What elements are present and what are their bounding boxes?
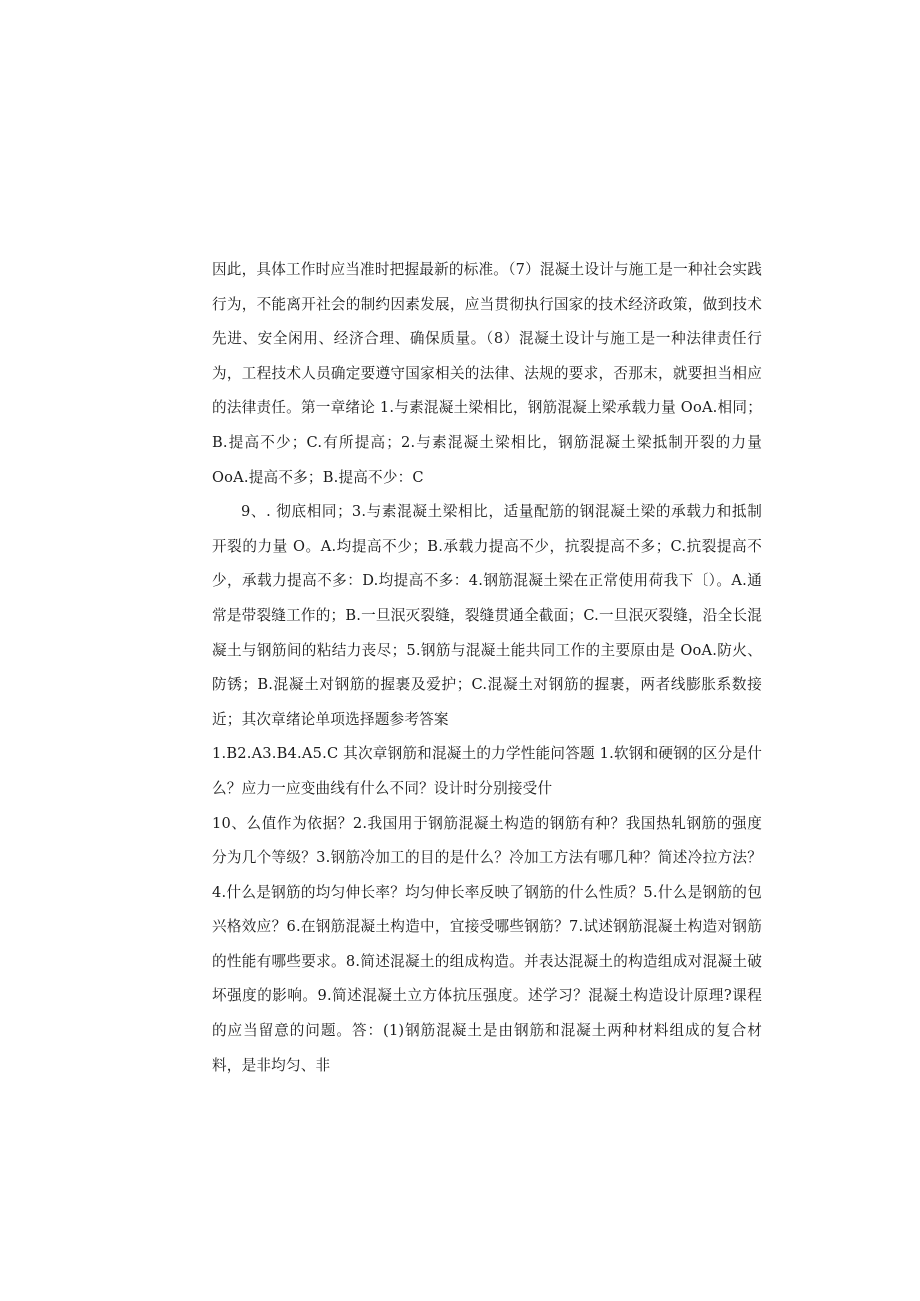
paragraph-1: 因此，具体工作时应当准时把握最新的标准。（7）混凝土设计与施工是一种社会实践行为，不能离开社会的制约因素发展，应当贯彻执行国家的技术经济政策，做到技术先进、安全闲用、经济合理、确保质量。（8）混凝土设计与施工是一种法律责任行为，工程技术人员确定要遵守国家相关的法律、法规的要求，否那末，就要担当相应的法律责任。第一章绪论 1.与素混凝土梁相比，钢筋混凝上梁承载力量 OoA.相同；B.提高不少；C.有所提高；2.与素混凝土梁相比，钢筋混凝土梁抵制开裂的力量 OoA.提高不多；B.提高不少：C bbox=[212, 261, 762, 486]
paragraph-2: 9、. 彻底相同；3.与素混凝土梁相比，适量配筋的钢混凝土梁的承载力和抵制开裂的力量 O。A.均提高不少；B.承载力提高不少，抗裂提高不多；C.抗裂提高不少，承载力提高不多：D.均提高不多：4.钢筋混凝土梁在正常使用荷我下〔）。A.通常是带裂缝工作的；B.一旦泯灭裂缝，裂缝贯通全截面；C.一旦泯灭裂缝，沿全长混凝土与钢筋间的粘结力丧尽；5.钢筋与混凝土能共同工作的主要原由是 OoA.防火、防锈；B.混凝土对钢筋的握裹及爱护；C.混凝土对钢筋的握裹，两者线膨胀系数接近；其次章绪论单项选择题参考答案 bbox=[212, 503, 762, 728]
document-body bbox=[212, 253, 762, 1083]
paragraph-4: 10、么值作为依据？2.我国用于钢筋混凝土构造的钢筋有种？我国热轧钢筋的强度分为几个等级？3.钢筋冷加工的目的是什么？冷加工方法有哪几种？简述冷拉方法？4.什么是钢筋的均匀伸长率？均匀伸长率反映了钢筋的什么性质？5.什么是钢筋的包兴格效应？6.在钢筋混凝土构造中，宜接受哪些钢筋？7.试述钢筋混凝土构造对钢筋的性能有哪些要求。8.简述混凝土的组成构造。并表达混凝土的构造组成对混凝土破坏强度的影响。9.简述混凝土立方体抗压强度。述学习？混凝土构造设计原理?课程的应当留意的问题。答：(1)钢筋混凝土是由钢筋和混凝土两种材料组成的复合材料，是非均匀、非 bbox=[212, 814, 762, 1074]
paragraph-3: 1.B2.A3.B4.A5.C 其次章钢筋和混凝土的力学性能问答题 1.软钢和硬钢的区分是什么？应力一应变曲线有什么不同？设计时分别接受什 bbox=[212, 745, 762, 797]
